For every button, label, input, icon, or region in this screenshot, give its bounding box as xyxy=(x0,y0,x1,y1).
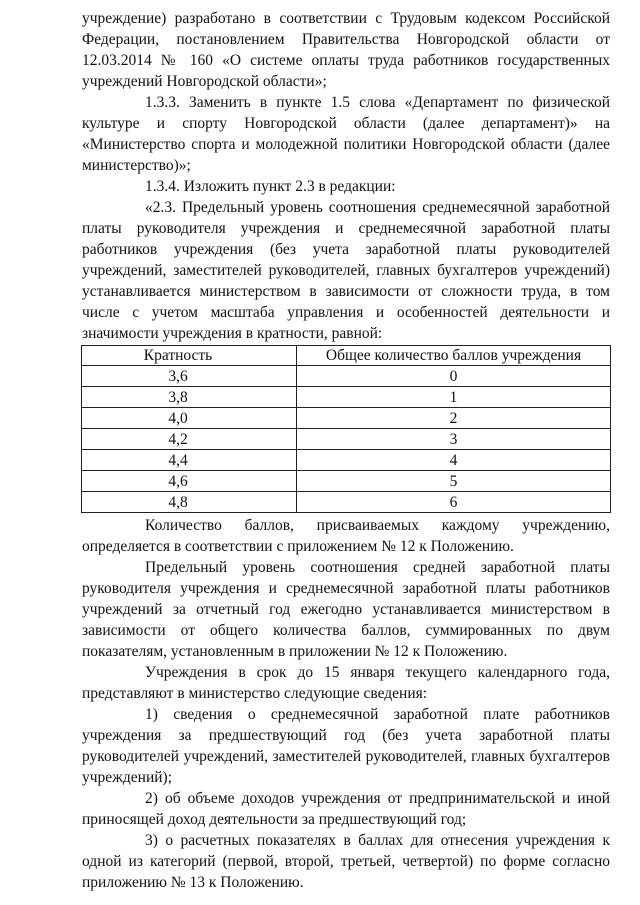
table-cell-points: 1 xyxy=(297,387,611,408)
table-row xyxy=(82,366,611,387)
table-row xyxy=(82,450,611,471)
paragraph: Учреждения в срок до 15 января текущего календарного года, представляют в министерство следующие сведения: xyxy=(82,664,610,702)
paragraph: 1.3.3. Заменить в пункте 1.5 слова «Департамент по физической культуре и спорту Новгородской области (далее департамент)» на «Министерство спорта и молодежной политики Новгородской области (далее министерство)»; xyxy=(82,94,610,174)
document-body xyxy=(82,8,610,893)
column-header-ratio: Кратность xyxy=(82,346,297,366)
table-cell-points: 3 xyxy=(297,429,611,450)
paragraph: 1) сведения о среднемесячной заработной плате работников учреждения за предшествующий год (без учета заработной платы руководителей учреждений, заместителей руководителей, главных бухгалтеров учреждений); xyxy=(82,706,610,786)
paragraph: Количество баллов, присваиваемых каждому учреждению, определяется в соответствии с приложением № 12 к Положению. xyxy=(82,517,610,555)
paragraph: 3) о расчетных показателях в баллах для отнесения учреждения к одной из категорий (первой, второй, третьей, четвертой) по форме согласно приложению № 13 к Положению. xyxy=(82,832,610,891)
table-cell-points: 5 xyxy=(297,471,611,492)
table-cell-points: 2 xyxy=(297,408,611,429)
ratio-table xyxy=(81,345,611,513)
table-row xyxy=(82,408,611,429)
table-cell-ratio: 4,4 xyxy=(82,450,297,471)
table-cell-ratio: 3,8 xyxy=(82,387,297,408)
table-cell-ratio: 4,6 xyxy=(82,471,297,492)
table-header-row xyxy=(82,346,611,366)
column-header-points: Общее количество баллов учреждения xyxy=(297,346,611,366)
table-cell-ratio: 4,8 xyxy=(82,492,297,513)
paragraph: 2) об объеме доходов учреждения от предпринимательской и иной приносящей доход деятельности за предшествующий год; xyxy=(82,790,610,828)
table-row xyxy=(82,387,611,408)
table-cell-ratio: 4,2 xyxy=(82,429,297,450)
paragraph: 1.3.4. Изложить пункт 2.3 в редакции: xyxy=(145,178,396,195)
paragraph: Предельный уровень соотношения средней заработной платы руководителя учреждения и среднемесячной заработной платы работников учреждений за отчетный год ежегодно устанавливается министерством в зависимости от общего количества баллов, суммированных по двум показателям, установленным в приложении № 12 к Положению. xyxy=(82,559,610,660)
table-cell-points: 4 xyxy=(297,450,611,471)
table-cell-ratio: 3,6 xyxy=(82,366,297,387)
table-row xyxy=(82,429,611,450)
paragraph: «2.3. Предельный уровень соотношения среднемесячной заработной платы руководителя учреждения и среднемесячной заработной платы работников учреждения (без учета заработной платы руководителей учреждений, заместителей руководителей, главных бухгалтеров учреждений) устанавливается министерством в зависимости от сложности труда, в том числе с учетом масштаба управления и особенностей деятельности и значимости учреждения в кратности, равной: xyxy=(82,199,610,342)
table-cell-points: 6 xyxy=(297,492,611,513)
table-row xyxy=(82,492,611,513)
table-row xyxy=(82,471,611,492)
table-cell-points: 0 xyxy=(297,366,611,387)
paragraph: учреждение) разработано в соответствии с Трудовым кодексом Российской Федерации, постановлением Правительства Новгородской области от 12.03.2014 № 160 «О системе оплаты труда работников государственных учреждений Новгородской области»; xyxy=(82,10,610,90)
table-cell-ratio: 4,0 xyxy=(82,408,297,429)
